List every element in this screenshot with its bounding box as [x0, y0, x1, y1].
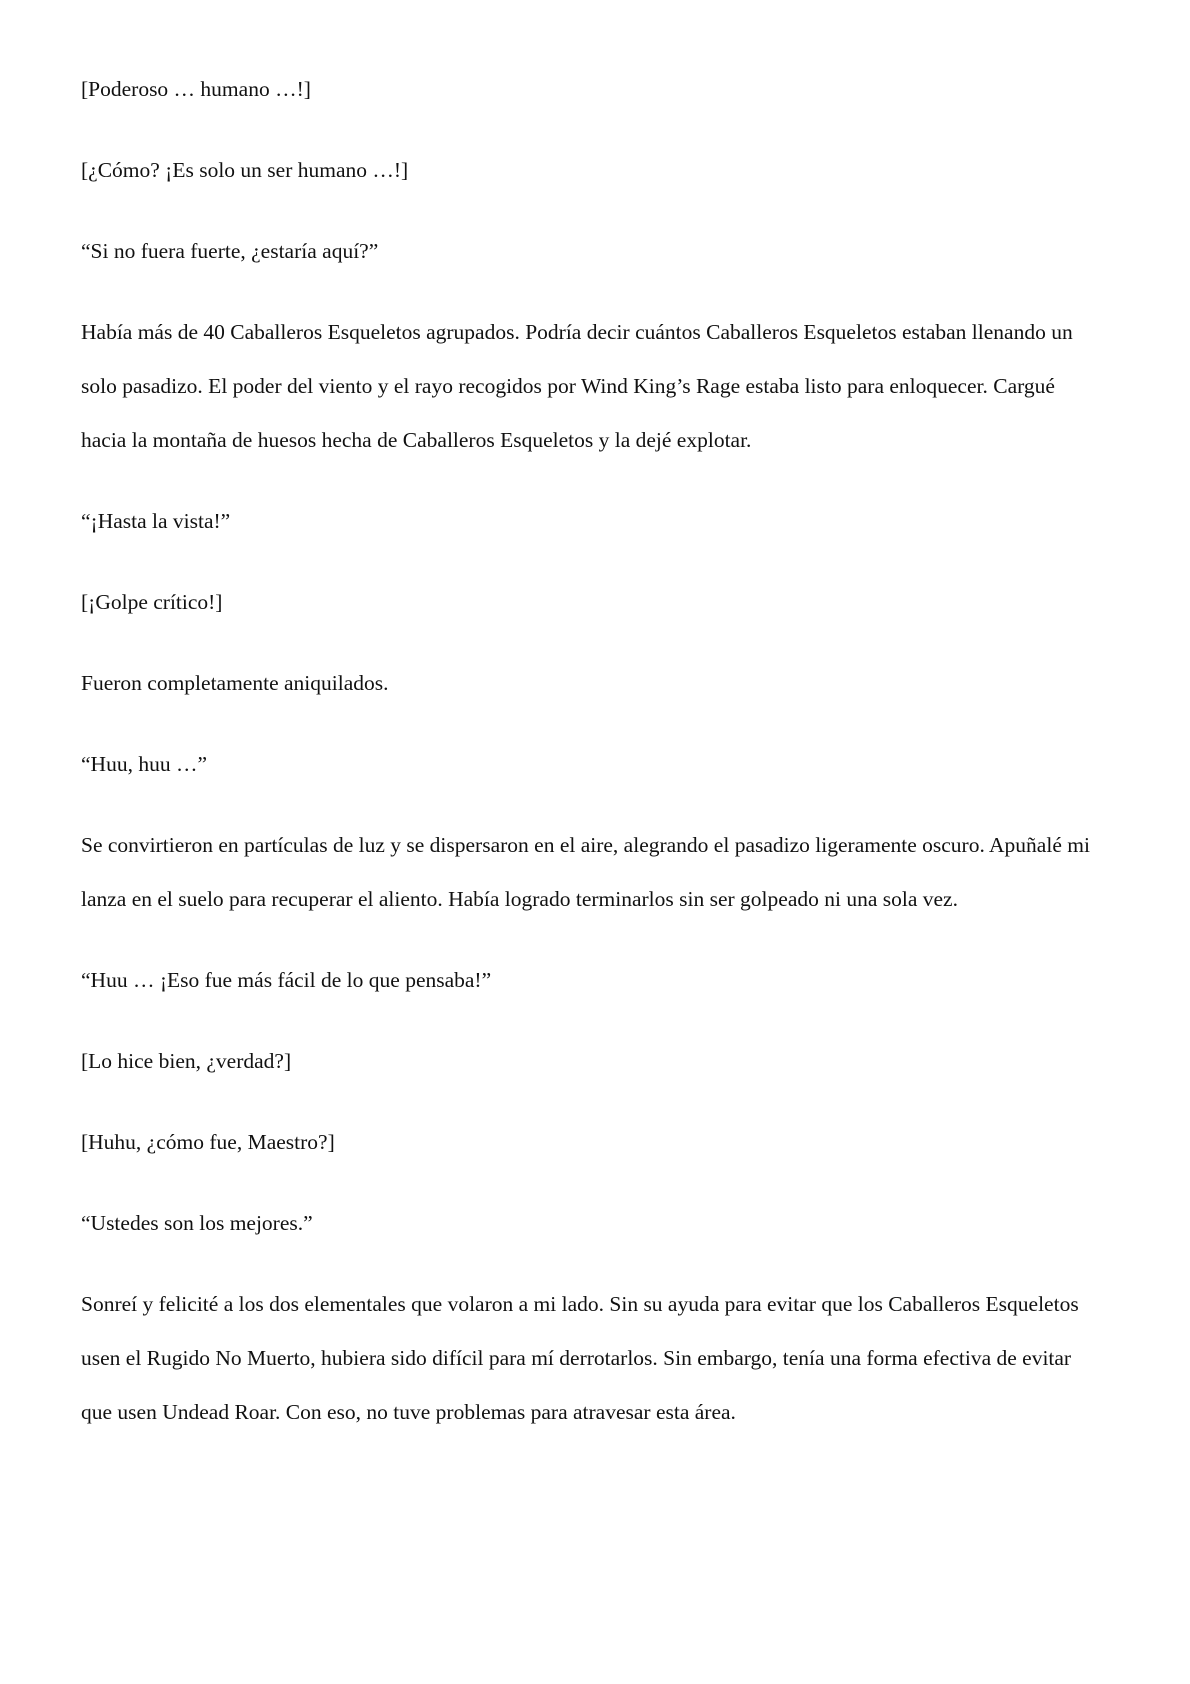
paragraph-1: [Poderoso … humano …!] [81, 77, 311, 101]
paragraph-13: “Ustedes son los mejores.” [81, 1211, 313, 1235]
paragraph-12: [Huhu, ¿cómo fue, Maestro?] [81, 1130, 335, 1154]
paragraph-gap [81, 1007, 1100, 1034]
paragraph-gap [81, 629, 1100, 656]
paragraph-gap [81, 710, 1100, 737]
paragraph-10: “Huu … ¡Eso fue más fácil de lo que pensaba!” [81, 968, 492, 992]
paragraph-3: “Si no fuera fuerte, ¿estaría aquí?” [81, 239, 379, 263]
paragraph-gap [81, 197, 1100, 224]
paragraph-7: Fueron completamente aniquilados. [81, 671, 389, 695]
paragraph-2: [¿Cómo? ¡Es solo un ser humano …!] [81, 158, 409, 182]
paragraph-9: Se convirtieron en partículas de luz y se dispersaron en el aire, alegrando el pasadizo ligeramente oscuro. Apuñalé mi lanza en el suelo para recuperar el aliento. Había logrado terminarlos sin ser golpeado ni una sola vez. [81, 833, 1090, 911]
paragraph-gap [81, 791, 1100, 818]
paragraph-gap [81, 278, 1100, 305]
paragraph-gap [81, 1088, 1100, 1115]
paragraph-gap [81, 1169, 1100, 1196]
paragraph-gap [81, 1250, 1100, 1277]
paragraph-4: Había más de 40 Caballeros Esqueletos agrupados. Podría decir cuántos Caballeros Esqueletos estaban llenando un solo pasadizo. El poder del viento y el rayo recogidos por Wind King’s Rage estaba listo para enloquecer. Cargué hacia la montaña de huesos hecha de Caballeros Esqueletos y la dejé explotar. [81, 320, 1073, 452]
paragraph-gap [81, 467, 1100, 494]
paragraph-8: “Huu, huu …” [81, 752, 207, 776]
paragraph-gap [81, 548, 1100, 575]
paragraph-14: Sonreí y felicité a los dos elementales que volaron a mi lado. Sin su ayuda para evitar que los Caballeros Esqueletos usen el Rugido No Muerto, hubiera sido difícil para mí derrotarlos. Sin embargo, tenía una forma efectiva de evitar que usen Undead Roar. Con eso, no tuve problemas para atravesar esta área. [81, 1292, 1079, 1424]
paragraph-gap [81, 116, 1100, 143]
paragraph-gap [81, 926, 1100, 953]
paragraph-5: “¡Hasta la vista!” [81, 509, 231, 533]
paragraph-6: [¡Golpe crítico!] [81, 590, 223, 614]
paragraph-11: [Lo hice bien, ¿verdad?] [81, 1049, 292, 1073]
